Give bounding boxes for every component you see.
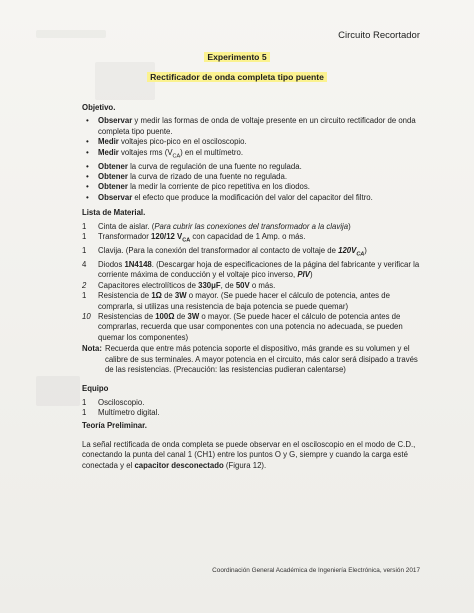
text-run: 100Ω: [155, 311, 175, 321]
objetivo-text: voltajes pico-pico en el osciloscopio.: [118, 137, 247, 147]
equipo-list: [82, 398, 427, 419]
text-run: 120V: [338, 245, 357, 255]
text-run: Diodos: [98, 259, 125, 269]
text-run: Resistencias de: [98, 311, 156, 321]
equipo-heading: Equipo: [82, 384, 109, 394]
objetivo-text: y medir las formas de onda de voltaje presente en un circuito rectificador de onda completa tipo puente.: [98, 116, 416, 136]
objetivo-text: la curva de rizado de una fuente no regulada.: [127, 171, 287, 181]
list-item: [82, 312, 427, 343]
experiment-title-text: Experimento 5: [204, 52, 269, 62]
equipo-text: Osciloscopio.: [98, 397, 145, 407]
material-heading: Lista de Material.: [82, 208, 146, 218]
text-run: 3W: [174, 291, 187, 301]
experiment-title: [0, 52, 474, 62]
objetivo-text: el efecto que produce la modificación del valor del capacitor del filtro.: [132, 192, 373, 202]
text-run: o mayor. (Se puede hacer el cálculo de potencia, antes de comprarla, si utilizas una resistencia de baja potencia se puede quemar): [98, 291, 390, 311]
text-run: 330μF: [198, 280, 221, 290]
objetivo-text: la medir la corriente de pico repetitiva en los diodos.: [127, 182, 310, 192]
text-run: 1Ω: [151, 291, 162, 301]
text-run: 50V: [235, 280, 250, 290]
experiment-subtitle-text: Rectificador de onda completa tipo puente: [147, 72, 327, 82]
list-item: [82, 291, 427, 312]
quantity: 1: [82, 245, 87, 255]
experiment-subtitle: [0, 72, 474, 82]
list-item: [82, 193, 427, 203]
text-run: Clavija. (Para la conexión del transformador al contacto de voltaje de: [98, 245, 339, 255]
text-run: con capacidad de 1 Amp. o más.: [190, 232, 306, 242]
text-run: (Figura 12).: [223, 460, 267, 470]
objetivo-verb: Observar: [98, 116, 133, 126]
text-run: 120/12 V: [151, 232, 183, 242]
page-footer: Coordinación General Académica de Ingeniería Electrónica, versión 2017: [212, 567, 420, 574]
objetivo-text: la curva de regulación de una fuente no regulada.: [127, 161, 302, 171]
nota-label: Nota:: [82, 344, 102, 354]
subscript: CA: [172, 153, 181, 160]
list-item: [82, 260, 427, 281]
text-run: ): [348, 221, 351, 231]
list-item: [82, 116, 427, 137]
quantity: 10: [82, 311, 91, 321]
objetivo-text: voltajes rms (V: [118, 147, 173, 157]
spacer: [82, 375, 427, 384]
text-run: La señal rectificada de onda completa se puede observar en el osciloscopio en el modo de C.D., conectando la punta del canal 1 (CH1) entre los puntos O y G, siempre y cuando la carga esté conectada y el: [82, 440, 416, 470]
quantity: 1: [82, 221, 87, 231]
header-title: Circuito Recortador: [338, 30, 420, 41]
text-run: de: [161, 291, 175, 301]
list-item: [82, 137, 427, 147]
objetivo-verb: Medir: [98, 147, 119, 157]
quantity: 1: [82, 408, 87, 418]
list-item: [82, 246, 427, 260]
text-run: o mayor. (Se puede hacer el cálculo de potencia antes de comprarlas, recuerda que usar componentes con una potencia no adecuada, se pueden quemar los componentes): [98, 311, 403, 342]
text-run: , de: [220, 280, 236, 290]
bleed-through-mark: [36, 30, 106, 38]
teoria-paragraph: [82, 440, 427, 471]
text-run: Resistencia de: [98, 291, 152, 301]
quantity: 1: [82, 397, 87, 407]
nota-block: [82, 344, 427, 375]
list-item: [82, 222, 427, 232]
nota-text: Recuerda que entre más potencia soporte el dispositivo, más grande es su volumen y el calibre de sus terminales. A mayor potencia en el circuito, más calor será disipado a través de las resistencias. (Precaución: las resistencias pudieran calentarse): [104, 344, 418, 374]
text-run: Capacitores electrolíticos de: [98, 280, 199, 290]
text-run: ): [309, 270, 313, 280]
objetivo-verb: Obtener: [98, 171, 128, 181]
quantity: 4: [82, 259, 87, 269]
bleed-through-mark: [36, 376, 80, 406]
objetivo-verb: Observar: [98, 192, 133, 202]
list-item: [82, 162, 427, 172]
text-run: 1N4148: [124, 259, 152, 269]
material-text: [98, 260, 427, 281]
text-run: capacitor desconectado: [134, 460, 224, 470]
subscript: CA: [182, 237, 191, 244]
list-item: [82, 398, 427, 408]
text-run: Transformador: [98, 232, 152, 242]
text-run: Cinta de aislar. (: [98, 221, 155, 231]
list-item: [82, 408, 427, 418]
list-item: [82, 172, 427, 182]
text-run: Para cubrir las conexiones del transformador a la clavija: [154, 221, 349, 231]
text-run: ): [364, 245, 367, 255]
objetivo-verb: Obtener: [98, 161, 128, 171]
list-item: [82, 232, 427, 246]
objetivo-list: [82, 116, 427, 203]
material-list: [82, 222, 427, 376]
subscript: CA: [356, 251, 365, 258]
list-item: [82, 281, 427, 291]
material-text: [98, 281, 427, 291]
material-text: [98, 232, 427, 246]
objetivo-verb: Obtener: [98, 182, 128, 192]
equipo-text: Multímetro digital.: [98, 408, 160, 418]
text-run: o más.: [249, 280, 276, 290]
text-run: de: [174, 311, 188, 321]
objetivo-text: ) en el multímetro.: [180, 147, 244, 157]
quantity: 1: [82, 232, 87, 242]
document-body: [82, 103, 427, 471]
quantity: 1: [82, 291, 87, 301]
material-text: [98, 246, 427, 260]
list-item: [82, 182, 427, 192]
teoria-heading: Teoría Preliminar.: [82, 420, 147, 430]
text-run: 3W: [187, 311, 200, 321]
text-run: . (Descargar hoja de especificaciones de la página del fabricante y verificar la corriente máxima de conducción y el voltaje pico inverso,: [98, 259, 420, 280]
quantity: 2: [82, 280, 87, 290]
text-run: PIV: [297, 270, 310, 280]
material-text: [98, 222, 427, 232]
objetivo-verb: Medir: [98, 137, 119, 147]
material-text: [98, 312, 427, 343]
list-item: [82, 148, 427, 162]
objetivo-heading: Objetivo.: [82, 103, 116, 112]
material-text: [98, 291, 427, 312]
